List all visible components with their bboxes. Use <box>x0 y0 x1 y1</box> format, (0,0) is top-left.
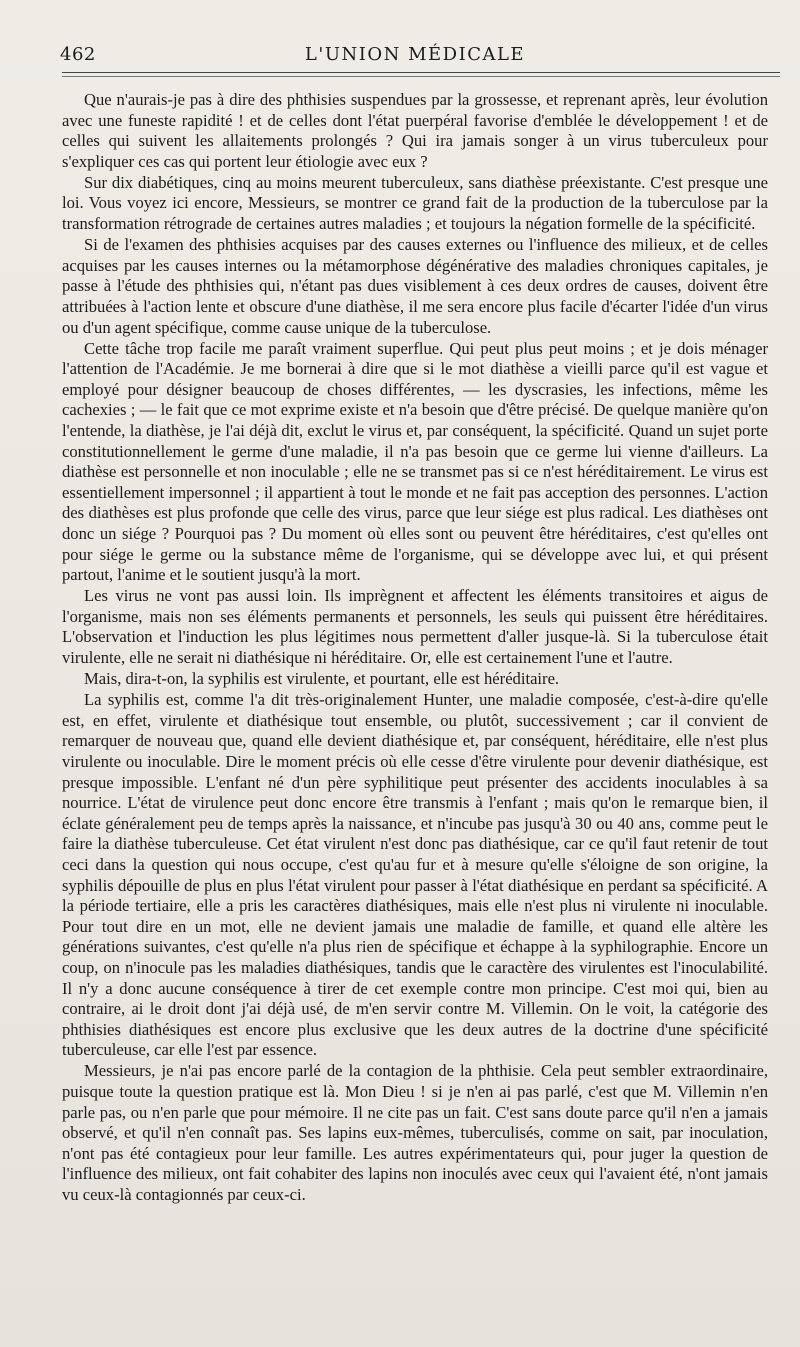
paragraph: Que n'aurais-je pas à dire des phthisies suspendues par la grossesse, et reprenant après, leur évolution avec une funeste rapidité ! et de celles dont l'état puerpéral favorise d'emblée le développement ! et de celles qui suivent les allaitements prolongés ? Qui ira jamais songer à un virus tuberculeux pour s'expliquer ces cas qui portent leur étiologie avec eux ? <box>62 90 768 171</box>
page-number: 462 <box>60 44 96 65</box>
header-rule <box>62 72 780 73</box>
running-title: L'UNION MÉDICALE <box>304 44 526 65</box>
running-header <box>60 38 770 68</box>
paragraph: Cette tâche trop facile me paraît vraiment superflue. Qui peut plus peut moins ; et je dois ménager l'attention de l'Académie. Je me bornerai à dire que si le mot diathèse a vieilli parce qu'il est vague et employé pour désigner beaucoup de choses différentes, — les dyscrasies, les infections, même les cachexies ; — le fait que ce mot exprime existe et n'a besoin que d'être précisé. De quelque manière qu'on l'entende, la diathèse, je l'ai déjà dit, exclut le virus et, par conséquent, la spécificité. Quand un sujet porte constitutionnellement le germe d'une maladie, il n'a pas besoin que ce germe lui vienne d'ailleurs. La diathèse est personnelle et non inoculable ; elle ne se transmet pas si ce n'est héréditairement. Le virus est essentiellement impersonnel ; il appartient à tout le monde et ne fait pas acception des personnes. L'action des diathèses est plus profonde que celle des virus, parce que leur siége est plus radical. Les diathèses ont donc un siége ? Pourquoi pas ? Du moment où elles sont ou peuvent être héréditaires, c'est qu'elles ont pour siége le germe ou la substance même de l'organisme, qui se développe avec lui, et qui présent partout, l'anime et le soutient jusqu'à la mort. <box>62 338 768 585</box>
header-rule-thin <box>62 76 780 77</box>
paragraph: Si de l'examen des phthisies acquises par des causes externes ou l'influence des milieux, et de celles acquises par les causes internes ou la métamorphose dégénérative des maladies chroniques capitales, je passe à l'étude des phthisies qui, n'étant pas dues visiblement à ces deux ordres de causes, doivent être attribuées à l'action lente et obscure d'une diathèse, il me sera encore plus facile d'écarter l'idée d'un virus ou d'un agent spécifique, comme cause unique de la tuberculose. <box>62 235 768 337</box>
paragraph: Mais, dira-t-on, la syphilis est virulente, et pourtant, elle est héréditaire. <box>84 669 560 689</box>
paragraph: Sur dix diabétiques, cinq au moins meurent tuberculeux, sans diathèse préexistante. C'est presque une loi. Vous voyez ici encore, Messieurs, se montrer ce grand fait de la production de la tuberculose par la transformation rétrograde de certaines autres maladies ; et toujours la négation formelle de la spécificité. <box>62 172 768 234</box>
body-text <box>62 90 768 1206</box>
paragraph: La syphilis est, comme l'a dit très-originalement Hunter, une maladie composée, c'est-à-dire qu'elle est, en effet, virulente et diathésique tout ensemble, ou plutôt, successivement ; car il convient de remarquer de nouveau que, quand elle devient diathésique et, par conséquent, héréditaire, elle n'est plus virulente ou inoculable. Dire le moment précis où elle cesse d'être virulente pour devenir diathésique, est presque impossible. L'enfant né d'un père syphilitique peut présenter des accidents inoculables à sa nourrice. L'état de virulence peut donc encore être transmis à l'enfant ; mais qu'on le remarque bien, il éclate généralement peu de temps après la naissance, et n'incube pas jusqu'à 30 ou 40 ans, comme peut le faire la diathèse tuberculeuse. Cet état virulent n'est donc pas diathésique, car ce qu'il faut retenir de tout ceci dans la question qui nous occupe, c'est qu'au fur et à mesure qu'elle s'éloigne de son origine, la syphilis dépouille de plus en plus l'état virulent pour passer à l'état diathésique en perdant sa spécificité. A la période tertiaire, elle a pris les caractères diathésiques, mais elle n'est plus ni virulente ni inoculable. Pour tout dire en un mot, elle ne devient jamais une maladie de famille, et quand elle altère les générations suivantes, c'est qu'elle n'a plus rien de spécifique et échappe à la syphilographie. Encore un coup, on n'inocule pas les maladies diathésiques, tandis que le caractère des virulentes est l'inoculabilité. Il n'y a donc aucune conséquence à tirer de cet exemple contre mon principe. C'est moi qui, bien au contraire, ai le droit dont j'ai déjà usé, de m'en servir contre M. Villemin. On le voit, la catégorie des phthisies diathésiques est encore plus exclusive que les deux autres de la doctrine d'une spécificité tuberculeuse, car elle l'est par essence. <box>62 690 768 1060</box>
paragraph: Les virus ne vont pas aussi loin. Ils imprègnent et affectent les éléments transitoires et aigus de l'organisme, mais non ses éléments permanents et personnels, les seuls qui puissent être héréditaires. L'observation et l'induction les plus légitimes nous permettent d'aller jusque-là. Si la tuberculose était virulente, elle ne serait ni diathésique ni héréditaire. Or, elle est certainement l'une et l'autre. <box>62 586 768 668</box>
paragraph: Messieurs, je n'ai pas encore parlé de la contagion de la phthisie. Cela peut sembler extraordinaire, puisque toute la question pratique est là. Mon Dieu ! si je n'en ai pas parlé, c'est que M. Villemin n'en parle pas, ou n'en parle que pour mémoire. Il ne cite pas un fait. C'est sans doute parce qu'il n'en a jamais observé, et qu'il n'en connaît pas. Ses lapins eux-mêmes, tuberculisés, comme on sait, par inoculation, n'ont pas été contagieux pour leur famille. Les autres expérimentateurs qui, pour juger la question de l'influence des milieux, ont fait cohabiter des lapins non inoculés avec ceux qui l'avaient été, n'ont jamais vu ceux-là contagionnés par ceux-ci. <box>62 1061 768 1204</box>
